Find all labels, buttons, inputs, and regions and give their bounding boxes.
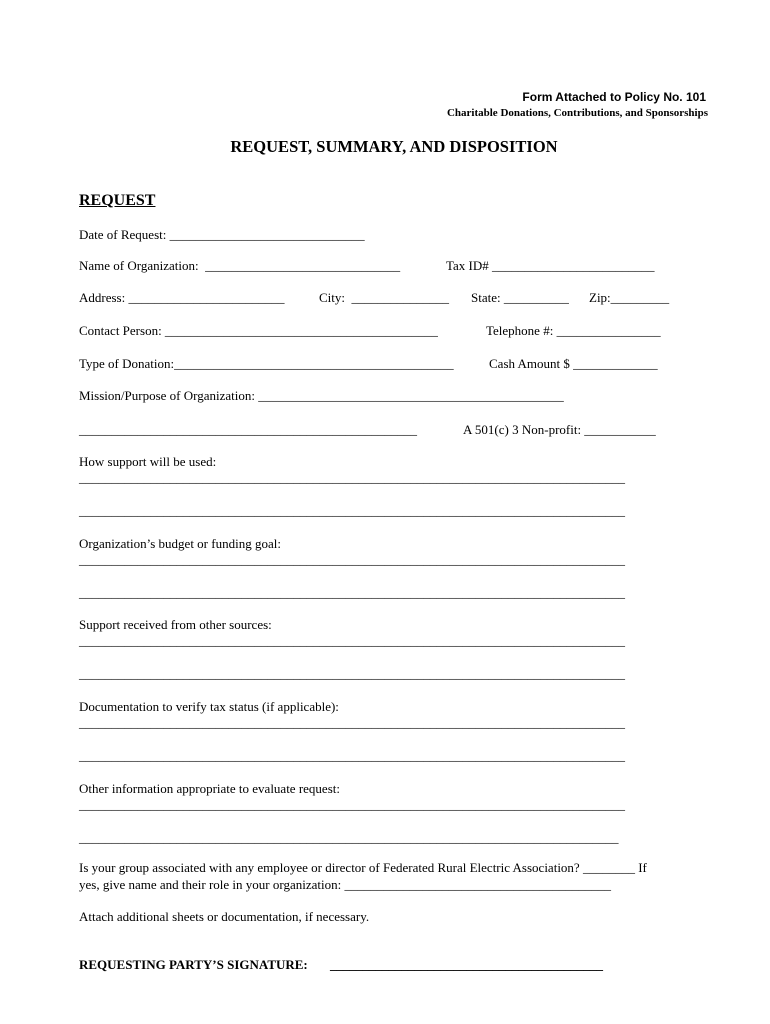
section-heading-request: REQUEST <box>79 192 156 209</box>
policy-reference: Form Attached to Policy No. 101 <box>522 90 706 104</box>
other-sources-prompt: Support received from other sources: <box>79 617 272 632</box>
budget-prompt: Organization’s budget or funding goal: <box>79 536 281 551</box>
state-field[interactable]: State: __________ <box>471 290 569 305</box>
date-of-request-field[interactable]: Date of Request: ______________________________ <box>79 227 365 242</box>
policy-subtitle: Charitable Donations, Contributions, and Sponsorships <box>446 107 708 119</box>
telephone-field[interactable]: Telephone #: ________________ <box>486 323 661 338</box>
answer-line[interactable]: ____________________________________________________________________________________ <box>79 585 625 600</box>
association-question[interactable]: Is your group associated with any employee or director of Federated Rural Electric Association? ________ If <box>79 860 647 875</box>
answer-line[interactable]: ____________________________________________________________________________________ <box>79 715 625 730</box>
answer-line[interactable]: ____________________________________________________________________________________ <box>79 470 625 485</box>
other-info-prompt: Other information appropriate to evaluate request: <box>79 781 340 796</box>
answer-line[interactable]: ____________________________________________________________________________________ <box>79 503 625 518</box>
mission-field[interactable]: Mission/Purpose of Organization: _______________________________________________ <box>79 388 564 403</box>
city-field[interactable]: City: _______________ <box>319 290 450 305</box>
type-of-donation-field[interactable]: Type of Donation:___________________________________________ <box>79 356 454 371</box>
attach-note: Attach additional sheets or documentation, if necessary. <box>79 909 370 924</box>
answer-line[interactable]: ____________________________________________________________________________________ <box>79 748 625 763</box>
zip-field[interactable]: Zip:_________ <box>589 290 670 305</box>
signature-label: REQUESTING PARTY’S SIGNATURE: <box>79 957 308 972</box>
documentation-prompt: Documentation to verify tax status (if applicable): <box>79 699 339 714</box>
answer-line[interactable]: ____________________________________________________________________________________ <box>79 797 625 812</box>
organization-name-field[interactable]: Name of Organization: ______________________________ <box>79 258 401 273</box>
nonprofit-field[interactable]: A 501(c) 3 Non-profit: ___________ <box>463 422 656 437</box>
form-title: REQUEST, SUMMARY, AND DISPOSITION <box>230 137 558 156</box>
address-field[interactable]: Address: ________________________ <box>79 290 285 305</box>
cash-amount-field[interactable]: Cash Amount $ _____________ <box>489 356 658 371</box>
support-use-prompt: How support will be used: <box>79 454 217 469</box>
answer-line[interactable]: ____________________________________________________________________________________ <box>79 552 625 567</box>
contact-person-field[interactable]: Contact Person: __________________________________________ <box>79 323 438 338</box>
answer-line[interactable]: ____________________________________________________________________________________ <box>79 666 625 681</box>
signature-line[interactable]: __________________________________________ <box>330 957 603 972</box>
tax-id-field[interactable]: Tax ID# _________________________ <box>446 258 655 273</box>
mission-continuation-line[interactable]: ____________________________________________________ <box>79 422 417 437</box>
answer-line[interactable]: ___________________________________________________________________________________ <box>79 830 619 845</box>
association-followup[interactable]: yes, give name and their role in your organization: _________________________________________ <box>79 877 611 892</box>
answer-line[interactable]: ____________________________________________________________________________________ <box>79 633 625 648</box>
